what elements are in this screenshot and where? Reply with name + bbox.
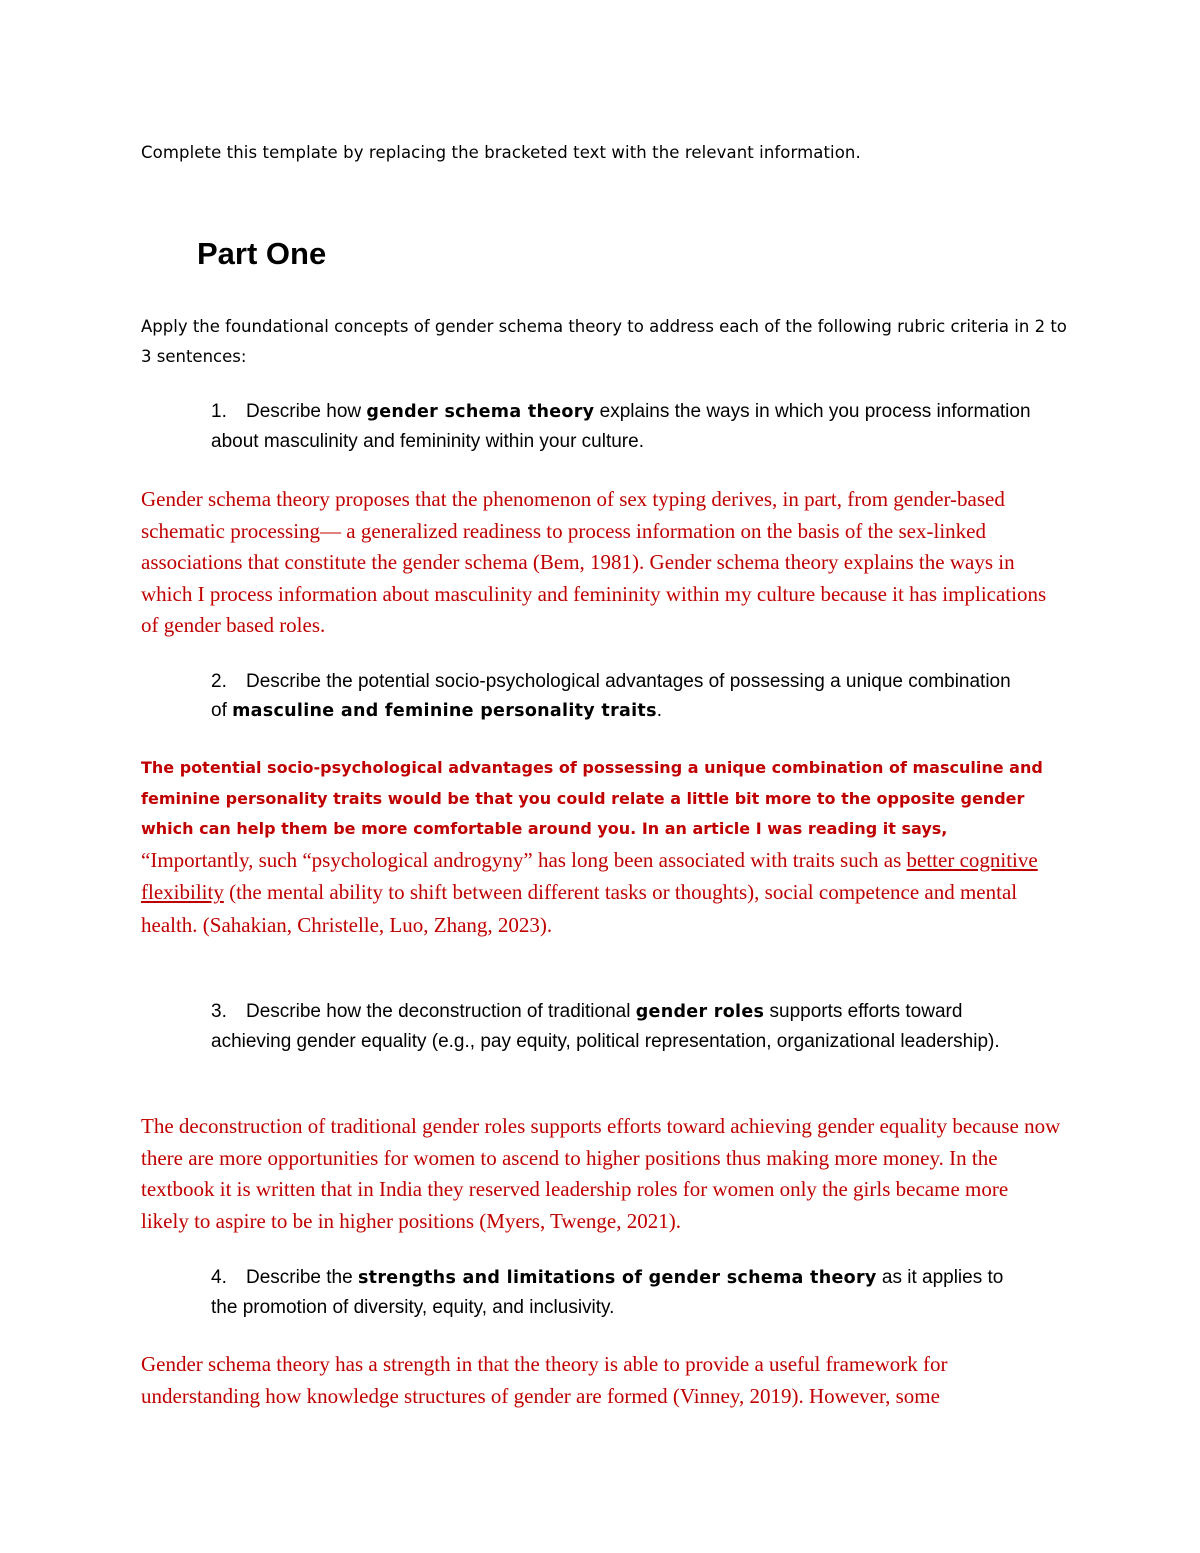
- answer-2-text: The potential socio-psychological advantages of possessing a unique combination of masculine and feminine personality traits would be that you could relate a little bit more to the opposite gender which can help them be more comfortable around you. In an article I was reading it says,: [141, 758, 1043, 838]
- question-number: 4.: [211, 1267, 227, 1288]
- answer-1: Gender schema theory proposes that the phenomenon of sex typing derives, in part, from gender-based schematic processing— a generalized readiness to process information on the basis of the sex-linked associations that constitute the gender schema (Bem, 1981). Gender schema theory explains the ways in which I process information about masculinity and femininity within my culture because it has implications of gender based roles.: [141, 487, 1047, 637]
- question-text-end: explains the ways in which you process information about masculinity and femininity within your culture.: [211, 401, 1031, 452]
- answer-2: [141, 753, 1061, 942]
- question-2: [211, 667, 1031, 726]
- question-text-end: .: [656, 700, 663, 721]
- answer-3: The deconstruction of traditional gender roles supports efforts toward achieving gender equality because now there are more opportunities for women to ascend to higher positions thus making more money. In the textbook it is written that in India they reserved leadership roles for women only the girls became more likely to aspire to be in higher positions (Myers, Twenge, 2021).: [141, 1114, 1061, 1233]
- question-number: 2.: [211, 671, 227, 692]
- answer-2-link[interactable]: better cognitive flexibility: [141, 847, 1038, 904]
- question-text: [211, 397, 1031, 456]
- answer-2-citation: (the mental ability to shift between different tasks or thoughts), social competence and mental health. (Sahakian, Christelle, Luo, Zhang, 2023).: [141, 880, 1018, 937]
- lead-paragraph: Apply the foundational concepts of gender schema theory to address each of the following rubric criteria in 2 to 3 sentences:: [141, 317, 1067, 366]
- question-key-term: gender schema theory: [366, 402, 595, 422]
- question-text-start: Describe the potential socio-psychological advantages of possessing a unique combination of: [211, 671, 1011, 721]
- instruction-text: Complete this template by replacing the bracketed text with the relevant information.: [141, 143, 861, 162]
- question-text-end: as it applies to the promotion of diversity, equity, and inclusivity.: [211, 1267, 1004, 1318]
- question-number: 1.: [211, 401, 227, 422]
- question-3: [211, 997, 1031, 1056]
- question-text-start: Describe the: [246, 1267, 358, 1288]
- question-text-start: Describe how: [246, 401, 367, 422]
- answer-2-quote: “Importantly, such “psychological androgyny” has long been associated with traits such as: [141, 847, 907, 872]
- question-text-end: supports efforts toward achieving gender equality (e.g., pay equity, political representation, organizational leadership).: [211, 1001, 1000, 1052]
- question-4: [211, 1263, 1031, 1322]
- question-key-term: gender roles: [635, 1002, 765, 1022]
- question-number: 3.: [211, 1001, 227, 1022]
- question-text: [211, 997, 1031, 1056]
- question-text: [211, 667, 1031, 726]
- question-key-term: strengths and limitations of gender schema theory: [357, 1268, 877, 1288]
- question-text: [211, 1263, 1031, 1322]
- answer-4: Gender schema theory has a strength in that the theory is able to provide a useful framework for understanding how knowledge structures of gender are formed (Vinney, 2019). However, some: [141, 1352, 948, 1408]
- section-heading: Part One: [197, 236, 327, 271]
- question-key-term: masculine and feminine personality traits: [232, 701, 657, 721]
- question-1: [211, 397, 1031, 456]
- question-text-start: Describe how the deconstruction of traditional: [246, 1001, 636, 1022]
